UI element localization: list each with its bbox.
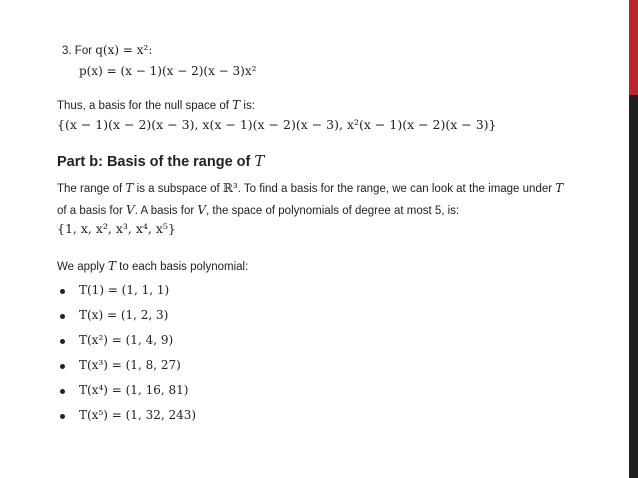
apply-a: We apply: [57, 261, 105, 273]
bullet-icon: [60, 339, 65, 344]
apply-line: [57, 259, 248, 274]
para2-sym-V: V: [126, 203, 135, 217]
list-item: T(x⁴) = (1, 16, 81): [79, 383, 189, 397]
poly-basis: {1, x, x², x³, x⁴, x⁵}: [57, 221, 176, 236]
part-b-heading-text: Part b: Basis of the range of: [57, 154, 251, 170]
bullet-icon: [60, 314, 65, 319]
para2-a: of a basis for: [57, 205, 123, 217]
part-b-heading-symbol: T: [254, 152, 265, 170]
apply-sym: T: [107, 259, 116, 273]
null-space-intro-suffix: is:: [243, 100, 255, 112]
null-space-intro: [57, 98, 255, 113]
part-b-heading: [57, 152, 264, 171]
para1-sym-T: T: [125, 181, 134, 195]
step3-q-def: q(x) = x²:: [95, 43, 153, 57]
step3-marker: 3.: [62, 45, 72, 57]
list-item: T(x⁵) = (1, 32, 243): [79, 408, 197, 422]
accent-bar-dark: [629, 95, 638, 478]
list-item: T(1) = (1, 1, 1): [79, 283, 170, 297]
null-space-intro-text: Thus, a basis for the null space of: [57, 100, 229, 112]
para2-sym-V2: V: [197, 203, 207, 217]
para1-c: . To find a basis for the range, we can look at the image under: [237, 183, 553, 195]
para1-b: is a subspace of: [136, 183, 220, 195]
bullet-icon: [60, 414, 65, 419]
list-item: T(x³) = (1, 8, 27): [79, 358, 181, 372]
part-b-para-line1: [57, 181, 563, 196]
bullet-icon: [60, 289, 65, 294]
step3-p-def: p(x) = (x − 1)(x − 2)(x − 3)x²: [79, 64, 257, 78]
step3-line: [62, 43, 152, 58]
bullet-icon: [60, 364, 65, 369]
bullet-icon: [60, 389, 65, 394]
null-space-basis: {(x − 1)(x − 2)(x − 3), x(x − 1)(x − 2)(x − 3), x²(x − 1)(x − 2)(x − 3)}: [57, 117, 497, 132]
step3-intro: For: [74, 45, 93, 57]
part-b-para-line2: [57, 203, 459, 218]
apply-b: to each basis polynomial:: [119, 261, 249, 273]
para2-c: , the space of polynomials of degree at most 5, is:: [206, 205, 460, 217]
para1-sym-T2: T: [555, 181, 564, 195]
null-space-intro-symbol: T: [232, 98, 241, 112]
accent-bar-red: [629, 0, 638, 95]
list-item: T(x) = (1, 2, 3): [79, 308, 169, 322]
para1-sym-R3: ℝ³: [222, 181, 238, 195]
para2-b: . A basis for: [134, 205, 195, 217]
para1-a: The range of: [57, 183, 123, 195]
list-item: T(x²) = (1, 4, 9): [79, 333, 174, 347]
